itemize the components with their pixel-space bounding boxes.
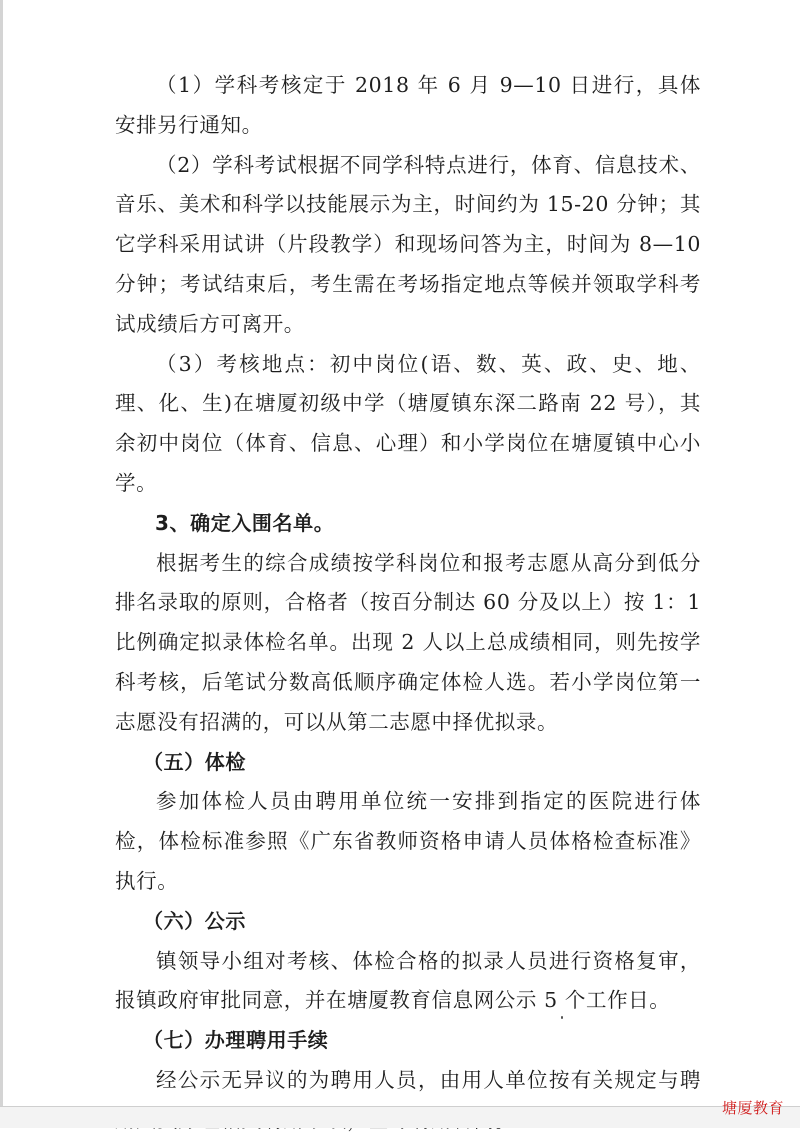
heading-hiring-procedure: （七）办理聘用手续: [143, 1028, 329, 1053]
paragraph-hiring-procedure: 经公示无异议的为聘用人员，由用人单位按有关规定与聘: [156, 1067, 701, 1092]
paragraph-exam-format: （2）学科考试根据不同学科特点进行，体育、信息技术、音乐、美术和科学以技能展示为主，时间约为 15-20 分钟；其它学科采用试讲（片段教学）和现场问答为主，时间为 8—10 分钟；考试结束后，考生需在考场指定地点等候并领取学科考试成绩后方可离开。: [115, 152, 701, 336]
heading-physical-exam: （五）体检: [143, 749, 246, 774]
document-body: [115, 66, 701, 1141]
watermark-label: 塘厦教育: [721, 1099, 784, 1117]
paragraph-exam-location: （3）考核地点：初中岗位(语、数、英、政、史、地、理、化、生)在塘厦初级中学（塘厦镇东深二路南 22 号），其余初中岗位（体育、信息、心理）和小学岗位在塘厦镇中心小学。: [115, 351, 701, 495]
paragraph-physical-exam: 参加体检人员由聘用单位统一安排到指定的医院进行体检，体检标准参照《广东省教师资格申请人员体格检查标准》执行。: [115, 789, 701, 893]
paragraph-shortlist: 根据考生的综合成绩按学科岗位和报考志愿从高分到低分排名录取的原则，合格者（按百分制达 60 分及以上）按 1：1 比例确定拟录体检名单。出现 2 人以上总成绩相同，则先按学科考核，后笔试分数高低顺序确定体检人选。若小学岗位第一志愿没有招满的，可以从第二志愿中择优拟录。: [115, 550, 701, 734]
heading-shortlist: 3、确定入围名单。: [155, 510, 335, 535]
scan-speck: [561, 1016, 563, 1019]
page-bottom-edge: [0, 1106, 800, 1128]
paragraph-exam-date: （1）学科考核定于 2018 年 6 月 9—10 日进行，具体安排另行通知。: [115, 73, 701, 137]
paragraph-publicity: 镇领导小组对考核、体检合格的拟录人员进行资格复审，报镇政府审批同意，并在塘厦教育信息网公示 5 个工作日。: [115, 948, 701, 1013]
heading-publicity: （六）公示: [143, 908, 246, 933]
